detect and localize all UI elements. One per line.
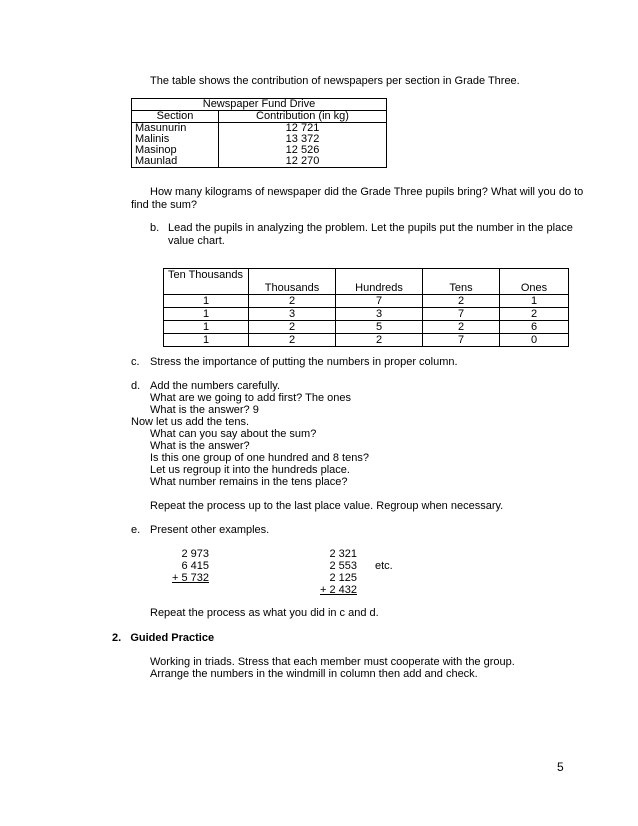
pv-header-hundreds: Hundreds	[336, 269, 423, 295]
example2-addend: + 2 432	[319, 584, 357, 596]
pv-cell: 7	[423, 334, 500, 347]
example1-addend: 2 973	[181, 548, 209, 560]
pv-cell: 1	[500, 295, 569, 308]
pv-cell: 2	[249, 334, 336, 347]
fund-section-cell: Masunurin	[132, 123, 219, 135]
fund-value-cell: 12 270	[219, 156, 387, 168]
pv-cell: 7	[336, 295, 423, 308]
table-row	[164, 308, 569, 321]
item-e-marker: e.	[131, 524, 141, 536]
item-d-line: Let us regroup it into the hundreds place.	[150, 464, 350, 476]
item-d-line: Now let us add the tens.	[131, 416, 250, 428]
pv-cell: 1	[164, 321, 249, 334]
item-e-text: Present other examples.	[150, 524, 270, 536]
pv-cell: 2	[249, 295, 336, 308]
fund-drive-table	[131, 98, 387, 168]
pv-cell: 2	[336, 334, 423, 347]
pv-cell: 1	[164, 334, 249, 347]
table-row	[164, 295, 569, 308]
pv-cell: 1	[164, 308, 249, 321]
item-d-marker: d.	[131, 380, 141, 392]
item-b-line-1: Lead the pupils in analyzing the problem. Let the pupils put the number in the place	[168, 222, 573, 234]
pv-cell: 1	[164, 295, 249, 308]
item-c-marker: c.	[131, 356, 140, 368]
question-line-2: find the sum?	[131, 199, 198, 211]
example2-addend: 2 553	[329, 560, 357, 572]
place-value-chart	[163, 268, 569, 347]
pv-cell: 2	[500, 308, 569, 321]
item-d-line: What number remains in the tens place?	[150, 476, 348, 488]
pv-cell: 2	[423, 295, 500, 308]
item-e-repeat: Repeat the process as what you did in c and d.	[150, 607, 379, 619]
section-2-heading: 2. Guided Practice	[112, 632, 215, 644]
fund-value-cell: 12 721	[219, 123, 387, 135]
item-b-marker: b.	[150, 222, 160, 234]
fund-header-contribution: Contribution (in kg)	[219, 111, 387, 123]
pv-header-ten-thousands: Ten Thousands	[164, 269, 249, 295]
fund-section-cell: Maunlad	[132, 156, 219, 168]
fund-header-section: Section	[132, 111, 219, 123]
item-d-line: What can you say about the sum?	[150, 428, 317, 440]
page-number: 5	[557, 760, 564, 774]
item-d-repeat: Repeat the process up to the last place value. Regroup when necessary.	[150, 500, 504, 512]
pv-cell: 2	[249, 321, 336, 334]
item-d-line: Add the numbers carefully.	[150, 380, 281, 392]
etc-text: etc.	[375, 560, 393, 572]
pv-header-thousands: Thousands	[249, 269, 336, 295]
fund-value-cell: 13 372	[219, 134, 387, 145]
table-row	[132, 123, 387, 135]
pv-cell: 3	[249, 308, 336, 321]
table-row	[164, 321, 569, 334]
fund-section-cell: Malinis	[132, 134, 219, 145]
table-row	[132, 156, 387, 168]
question-line-1: How many kilograms of newspaper did the Grade Three pupils bring? What will you do to	[150, 186, 584, 198]
example1-addend: + 5 732	[171, 572, 209, 584]
item-d-line: Is this one group of one hundred and 8 tens?	[150, 452, 369, 464]
pv-header-tens: Tens	[423, 269, 500, 295]
item-c-text: Stress the importance of putting the numbers in proper column.	[150, 356, 458, 368]
pv-cell: 0	[500, 334, 569, 347]
fund-value-cell: 12 526	[219, 145, 387, 156]
pv-cell: 2	[423, 321, 500, 334]
pv-cell: 7	[423, 308, 500, 321]
section-2-line-1: Working in triads. Stress that each member must cooperate with the group.	[150, 656, 515, 668]
item-d-line: What are we going to add first? The ones	[150, 392, 351, 404]
item-d-line: What is the answer? 9	[150, 404, 259, 416]
fund-table-title: Newspaper Fund Drive	[132, 99, 387, 111]
example2-addend: 2 321	[329, 548, 357, 560]
table-row	[164, 334, 569, 347]
intro-text: The table shows the contribution of newspapers per section in Grade Three.	[150, 75, 520, 87]
item-d-line: What is the answer?	[150, 440, 250, 452]
example1-addend: 6 415	[181, 560, 209, 572]
pv-header-ones: Ones	[500, 269, 569, 295]
pv-cell: 5	[336, 321, 423, 334]
pv-cell: 3	[336, 308, 423, 321]
item-b-line-2: value chart.	[168, 235, 225, 247]
example2-addend: 2 125	[329, 572, 357, 584]
fund-section-cell: Masinop	[132, 145, 219, 156]
pv-cell: 6	[500, 321, 569, 334]
section-2-line-2: Arrange the numbers in the windmill in column then add and check.	[150, 668, 478, 680]
